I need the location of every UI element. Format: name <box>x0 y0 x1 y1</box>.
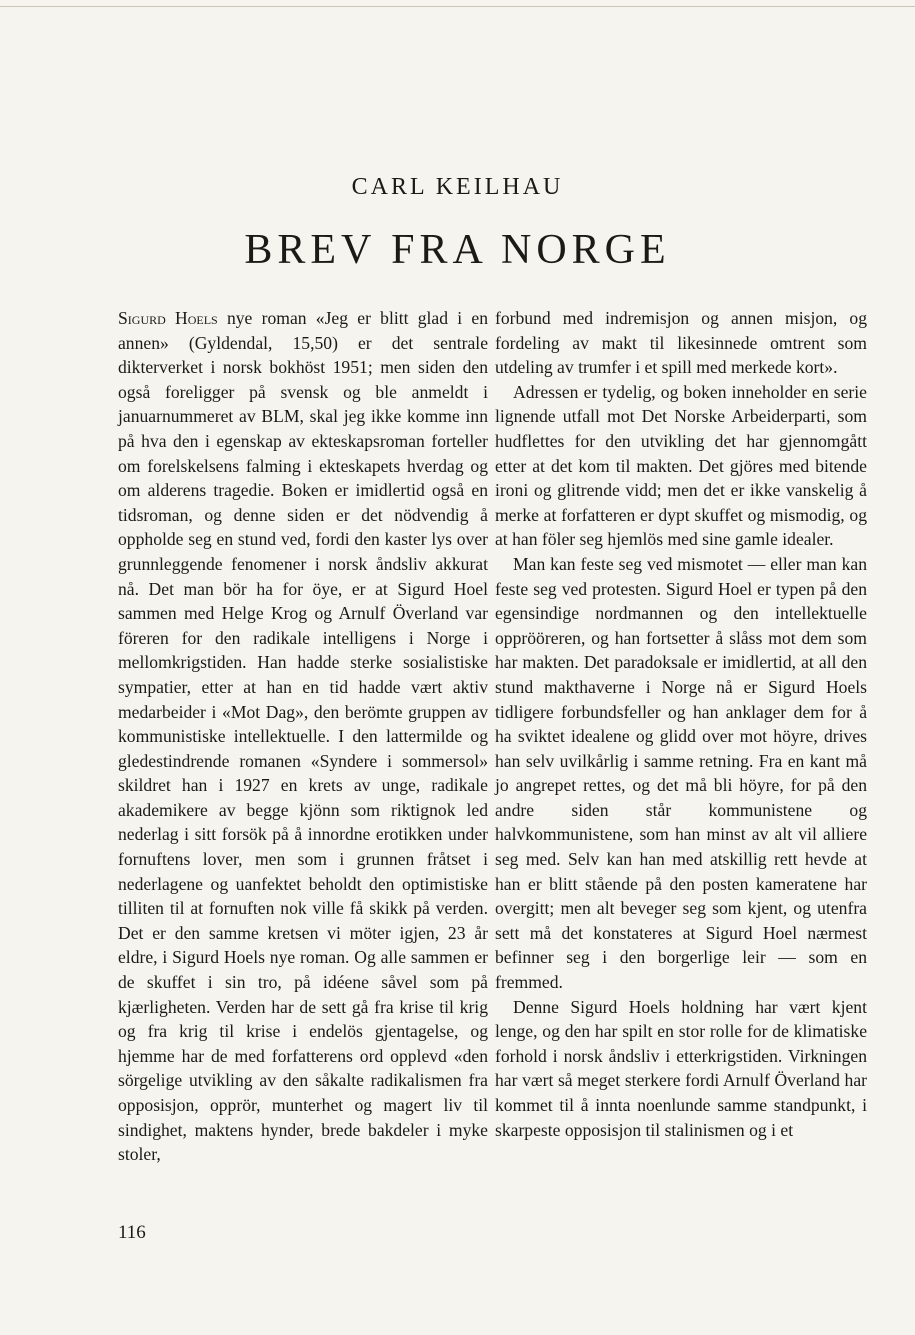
left-column <box>118 306 488 1167</box>
page-number: 116 <box>118 1222 146 1243</box>
article-title: BREV FRA NORGE <box>244 227 671 273</box>
left-paragraph-text: nye roman «Jeg er blitt glad i en annen» (Gyldendal, 15,50) er det sentrale dikterverket i norsk bokhöst 1951; men siden den også foreligger på svensk og ble anmeldt i januarnummeret av BLM, skal jeg ikke komme inn på hva den i egenskap av ekteskapsroman forteller om forelskelsens falming i ekteskapets hverdag og om alderens tragedie. Boken er imidlertid også en tidsroman, og denne siden er det nödvendig å oppholde seg en stund ved, fordi den kaster lys over grunnleggende fenomener i norsk åndsliv akkurat nå. Det man bör ha for öye, er at Sigurd Hoel sammen med Helge Krog og Arnulf Överland var föreren for den radikale intelligens i Norge i mellomkrigstiden. Han hadde sterke sosialistiske sympatier, etter at han en tid hadde vært aktiv medarbeider i «Mot Dag», den berömte gruppen av kommunistiske intellektuelle. I den lattermilde og gledestindrende romanen «Syndere i sommersol» skildret han i 1927 en krets av unge, radikale akademikere av begge kjönn som riktignok led nederlag i sitt forsök på å innordne erotikken under fornuftens lover, men som i grunnen fråtset i nederlagene og uanfektet beholdt den optimistiske tilliten til at fornuften nok ville få skikk på verden. Det er den samme kretsen vi möter igjen, 23 år eldre, i Sigurd Hoels nye roman. Og alle sammen er de skuffet i sin tro, på idéene såvel som på kjærligheten. Verden har de sett gå fra krise til krig og fra krig til krise i endelös gjentagelse, og hjemme har de med forfatterens ord opplevd «den sörgelige utvikling av den såkalte radikalismen fra opposisjon, opprör, munterhet og magert liv til sindighet, maktens hynder, brede bakdeler i myke stoler, <box>118 308 489 1165</box>
right-paragraph-3: Man kan feste seg ved mismotet — eller man kan feste seg ved protesten. Sigurd Hoel er typen på den egensindige nordmannen og den intellektuelle opprööreren, og han fortsetter å slåss mot dem som har makten. Det paradoksale er imidlertid, at all den stund makthaverne i Norge nå er Sigurd Hoels tidligere forbundsfeller og han anklager dem for å ha sviktet idealene og glidd over mot höyre, drives han selv uvilkårlig i samme retning. Fra en kant må jo angrepet rettes, og det må bli höyre, for på den andre siden står kommunistene og halvkommunistene, som han minst av alt vil alliere seg med. Selv kan han med atskillig rett hevde at han er blitt stående på den posten kameratene har overgitt; men alt beveger seg som kjent, og utenfra sett må det konstateres at Sigurd Hoel nærmest befinner seg i den borgerlige leir — som en fremmed. <box>495 553 867 993</box>
right-paragraph-1: forbund med indremisjon og annen misjon, og fordeling av makt til likesinnede omtrent som utdeling av trumfer i et spill med merkede kort». <box>495 308 867 378</box>
left-paragraph <box>118 306 488 1167</box>
page-top-edge <box>0 0 915 7</box>
author-name: CARL KEILHAU <box>351 174 564 200</box>
lead-author-name: Sigurd Hoels <box>118 308 218 328</box>
right-column <box>495 306 867 1142</box>
right-paragraph-4: Denne Sigurd Hoels holdning har vært kjent lenge, og den har spilt en stor rolle for de klimatiske forhold i norsk åndsliv i etterkrigstiden. Virkningen har vært så meget sterkere fordi Arnulf Överland har kommet til å innta noenlunde samme standpunkt, i skarpeste opposisjon til stalinismen og i et <box>495 996 867 1140</box>
right-paragraph-2: Adressen er tydelig, og boken inneholder en serie lignende utfall mot Det Norske Arbeiderparti, som hudflettes for den utvikling det har gjennomgått etter at det kom til makten. Det gjöres med bitende ironi og glitrende vidd; men det er ikke vanskelig å merke at forfatteren er dypt skuffet og mismodig, og at han föler seg hjemlös med sine gamle idealer. <box>495 381 867 550</box>
